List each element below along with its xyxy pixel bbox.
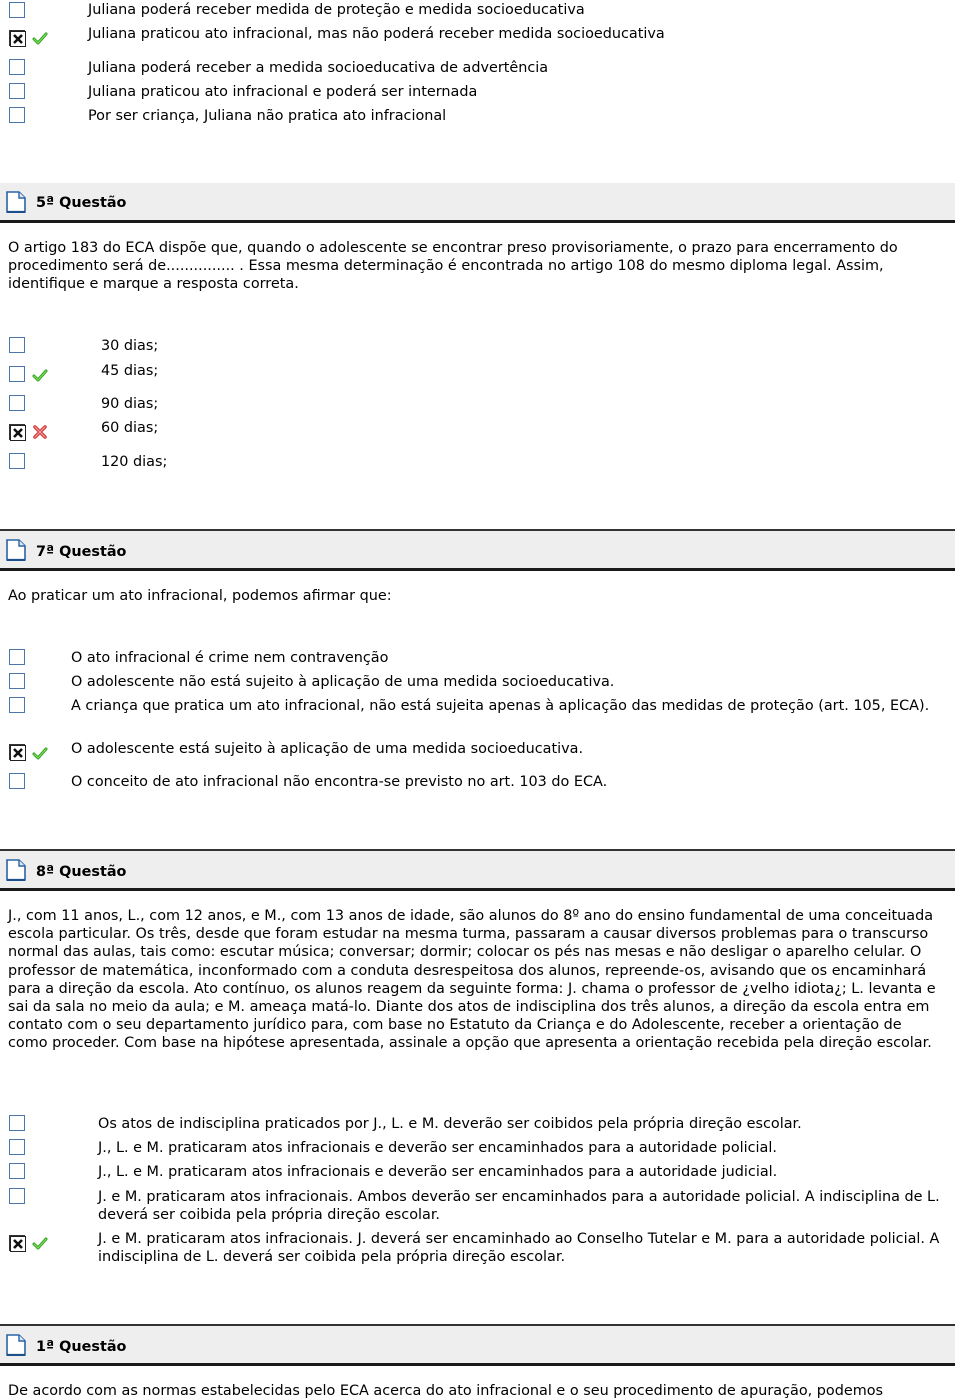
question-header-1 <box>0 1324 955 1366</box>
option-text: Juliana poderá receber a medida socioeducativa de advertência <box>88 60 549 76</box>
option-text: 60 dias; <box>101 420 159 436</box>
option-text: 120 dias; <box>101 454 168 470</box>
option-checkbox[interactable] <box>9 2 25 18</box>
option-checkbox[interactable] <box>9 649 25 665</box>
question-statement: De acordo com as normas estabelecidas pelo ECA acerca do ato infracional e o seu procedimento de apuração, podemos <box>8 1383 884 1399</box>
option-checkbox-checked[interactable] <box>9 1235 25 1251</box>
document-icon <box>6 191 26 213</box>
option-text: O ato infracional é crime nem contravenção <box>71 650 389 666</box>
option-checkbox[interactable] <box>9 1139 25 1155</box>
option-text: 90 dias; <box>101 396 159 412</box>
document-icon <box>6 859 26 881</box>
option-text: Juliana praticou ato infracional e poderá ser internada <box>88 84 478 100</box>
question-title: 1ª Questão <box>36 1339 127 1355</box>
option-checkbox-checked[interactable] <box>9 744 25 760</box>
option-text: Juliana praticou ato infracional, mas não poderá receber medida socioeducativa <box>88 26 665 42</box>
question-statement: J., com 11 anos, L., com 12 anos, e M., com 13 anos de idade, são alunos do 8º ano do ensino fundamental de uma conceituada escola particular. Os três, desde que foram estudar na mesma turma, passaram a causar diversos problemas para o transcurso normal das aulas, tais como: escutar música; conversar; dormir; colocar os pés nas mesas e não desligar o aparelho celular. O professor de matemática, inconformado com a conduta desrespeitosa dos alunos, repreende-os, avisando que os encaminhará para a direção da escola. Ato contínuo, os alunos reagem da seguinte forma: J. chama o professor de ¿velho idiota¿; L. levanta e sai da sala no meio da aula; e M. ameaça matá-lo. Diante dos atos de indisciplina dos três alunos, a direção da escola entra em contato com o seu departamento jurídico para, com base no Estatuto da Criança e do Adolescente, receber a orientação de como proceder. Com base na hipótese apresentada, assinale a opção que apresenta a orientação recebida pela direção escolar. <box>8 908 936 1052</box>
option-text: O adolescente não está sujeito à aplicação de uma medida socioeducativa. <box>71 674 615 690</box>
option-text: J., L. e M. praticaram atos infracionais e deverão ser encaminhados para a autoridade judicial. <box>98 1164 778 1180</box>
option-checkbox[interactable] <box>9 1115 25 1131</box>
option-text: O adolescente está sujeito à aplicação de uma medida socioeducativa. <box>71 741 584 757</box>
option-checkbox[interactable] <box>9 366 25 382</box>
option-checkbox[interactable] <box>9 83 25 99</box>
question-header-7 <box>0 529 955 571</box>
option-checkbox[interactable] <box>9 673 25 689</box>
correct-check-icon <box>32 745 48 761</box>
option-checkbox[interactable] <box>9 1163 25 1179</box>
correct-check-icon <box>32 30 48 46</box>
option-text: A criança que pratica um ato infracional, não está sujeita apenas à aplicação das medidas de proteção (art. 105, ECA). <box>71 698 930 714</box>
question-statement: Ao praticar um ato infracional, podemos afirmar que: <box>8 588 392 604</box>
option-text: 45 dias; <box>101 363 159 379</box>
option-text: J. e M. praticaram atos infracionais. Ambos deverão ser encaminhados para a autoridade policial. A indisciplina de L. deverá ser coibida pela própria direção escolar. <box>98 1189 940 1223</box>
option-text: 30 dias; <box>101 338 159 354</box>
option-checkbox[interactable] <box>9 1188 25 1204</box>
option-checkbox[interactable] <box>9 697 25 713</box>
question-title: 8ª Questão <box>36 864 127 880</box>
option-text: O conceito de ato infracional não encontra-se previsto no art. 103 do ECA. <box>71 774 608 790</box>
option-text: Os atos de indisciplina praticados por J., L. e M. deverão ser coibidos pela própria direção escolar. <box>98 1116 802 1132</box>
option-checkbox-checked[interactable] <box>9 424 25 440</box>
option-text: Juliana poderá receber medida de proteção e medida socioeducativa <box>88 2 585 18</box>
document-icon <box>6 1334 26 1356</box>
question-header-5 <box>0 183 955 223</box>
question-header-8 <box>0 849 955 891</box>
option-text: J., L. e M. praticaram atos infracionais e deverão ser encaminhados para a autoridade policial. <box>98 1140 777 1156</box>
question-title: 5ª Questão <box>36 195 127 211</box>
option-checkbox[interactable] <box>9 395 25 411</box>
wrong-x-icon <box>32 424 48 440</box>
option-text: Por ser criança, Juliana não pratica ato infracional <box>88 108 447 124</box>
option-checkbox[interactable] <box>9 453 25 469</box>
option-checkbox[interactable] <box>9 59 25 75</box>
option-checkbox[interactable] <box>9 337 25 353</box>
option-checkbox[interactable] <box>9 773 25 789</box>
option-checkbox-checked[interactable] <box>9 30 25 46</box>
document-icon <box>6 539 26 561</box>
question-title: 7ª Questão <box>36 544 127 560</box>
question-statement: O artigo 183 do ECA dispõe que, quando o adolescente se encontrar preso provisoriamente, o prazo para encerramento do procedimento será de............... . Essa mesma determinação é encontrada no artigo 108 do mesmo diploma legal. Assim, identifique e marque a resposta correta. <box>8 240 898 293</box>
correct-check-icon <box>32 367 48 383</box>
option-checkbox[interactable] <box>9 107 25 123</box>
correct-check-icon <box>32 1235 48 1251</box>
option-text: J. e M. praticaram atos infracionais. J. deverá ser encaminhado ao Conselho Tutelar e M. para a autoridade policial. A indisciplina de L. deverá ser coibida pela própria direção escolar. <box>98 1231 940 1265</box>
